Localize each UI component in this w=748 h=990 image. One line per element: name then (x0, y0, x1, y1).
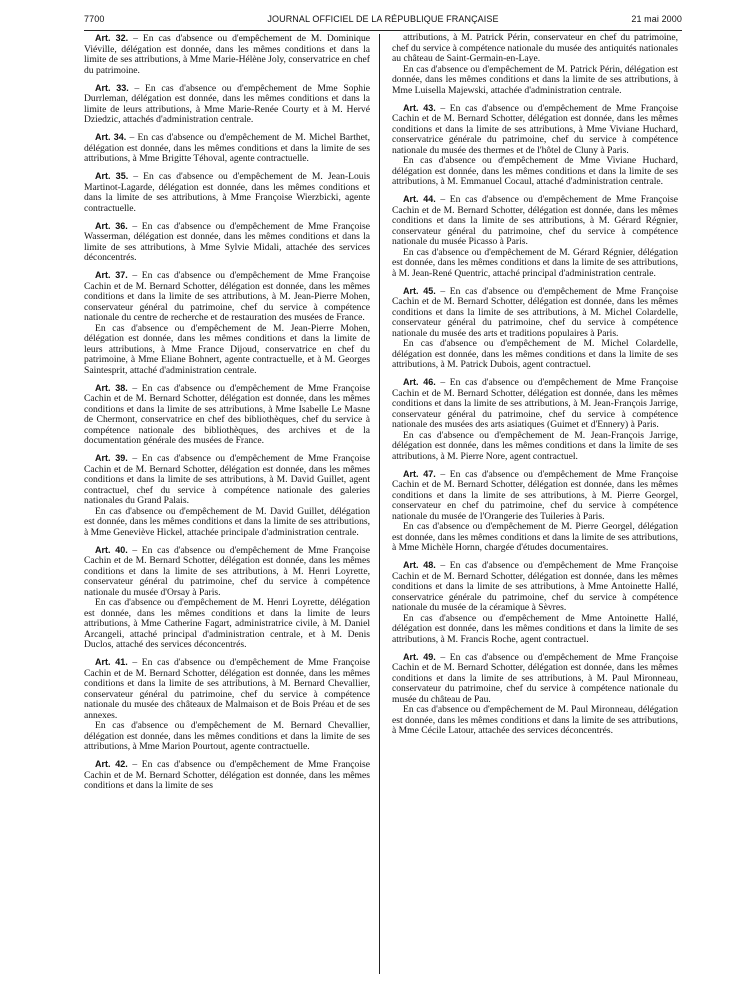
paragraph-text: En cas d'absence ou d'empêchement de M. Michel Colardelle, délégation est donnée, dans les mêmes conditions et dans la limite de ses attributions, à M. Patrick Dubois, agent contractuel. (392, 338, 678, 370)
article-number: Art. 41. (95, 657, 128, 667)
continuation-paragraph (392, 705, 678, 737)
article-paragraph (84, 33, 370, 76)
paragraph-text: En cas d'absence ou d'empêchement de M. Henri Loyrette, délégation est donnée, dans les mêmes conditions et dans la limite de leurs attributions, à Mme Catherine Fagart, administratrice civile, à M. Daniel Arcangeli, attaché principal d'administration centrale, et à M. Denis Duclos, attaché des services déconcentrés. (84, 597, 370, 650)
publication-date: 21 mai 2000 (631, 14, 682, 24)
continuation-paragraph (392, 65, 678, 97)
article-number: Art. 47. (403, 468, 436, 479)
paragraph-text: – En cas d'absence ou d'empêchement de Mme Françoise Cachin et de M. Bernard Schotter, délégation est donnée, dans les mêmes conditions et dans la limite de ses attributions, à M. Michel Colardelle, conservateur général du patrimoine, chef du service à compétence nationale du musée des arts et traditions populaires à Paris. (392, 285, 679, 339)
article-number: Art. 39. (95, 453, 128, 463)
page-header (84, 14, 682, 28)
continuation-paragraph (392, 339, 678, 371)
paragraph-text: – En cas d'absence ou d'empêchement de Mme Sophie Durrleman, délégation est donnée, dans les mêmes conditions et dans la limite de leurs attributions, à Mme Marie-Renée Courty et à M. Hervé Dziedzic, attachés d'administration centrale. (84, 82, 370, 125)
continuation-paragraph (84, 507, 370, 539)
continuation-paragraph (392, 614, 678, 646)
paragraph-text: – En cas d'absence ou d'empêchement de Mme Françoise Cachin et de M. Bernard Schotter, délégation est donnée, dans les mêmes conditions et dans la limite de ses (84, 759, 371, 791)
article-paragraph (84, 383, 370, 447)
article-number: Art. 48. (403, 560, 436, 570)
paragraph-text: En cas d'absence ou d'empêchement de M. Jean-Pierre Mohen, délégation est donnée, dans les mêmes conditions et dans la limite de leurs attributions, à Mme France Dijoud, conservatrice en chef du patrimoine, à Mme Eliane Bohnert, agente contractuelle, et à M. Georges Saintesprit, attaché d'administration centrale. (84, 322, 370, 376)
continuation-paragraph (392, 431, 678, 463)
continuation-paragraph (392, 248, 678, 280)
article-paragraph (392, 469, 678, 523)
paragraph-text: – En cas d'absence ou d'empêchement de Mme Françoise Cachin et de M. Bernard Schotter, délégation est donnée, dans les mêmes conditions et dans la limite de ses attributions, à M. Jean-François Jarrige, conservateur général du patrimoine, chef du service à compétence nationale des musées des arts asiatiques (Guimet et d'Ennery) à Paris. (392, 377, 679, 430)
article-paragraph (84, 132, 370, 165)
article-number: Art. 44. (403, 194, 436, 204)
paragraph-text: En cas d'absence ou d'empêchement de M. Patrick Périn, délégation est donnée, dans les mêmes conditions et dans la limite de ses attributions, à Mme Luisella Majewski, attachée d'administration centrale. (392, 63, 678, 96)
right-column (392, 33, 678, 737)
paragraph-text: En cas d'absence ou d'empêchement de M. Gérard Régnier, délégation est donnée, dans les mêmes conditions et dans la limite de ses attributions, à M. Jean-René Quentric, attaché principal d'administration centrale. (392, 246, 678, 279)
paragraph-text: – En cas d'absence ou d'empêchement de Mme Françoise Wasserman, délégation est donnée, dans les mêmes conditions et dans la limite de ses attributions, à Mme Sylvie Midali, attachée des services déconcentrés. (84, 220, 371, 263)
paragraph-text: – En cas d'absence ou d'empêchement de Mme Françoise Cachin et de M. Bernard Schotter, délégation est donnée, dans les mêmes conditions et dans la limite de ses attributions, à M. Henri Loyrette, conservateur général du patrimoine, chef du service à compétence nationale du musée d'Orsay à Paris. (84, 544, 371, 598)
paragraph-text: – En cas d'absence ou d'empêchement de Mme Françoise Cachin et de M. Bernard Schotter, délégation est donnée, dans les mêmes conditions et dans la limite de ses attributions, à Mme Viviane Huchard, conservatrice générale du patrimoine, chef du service à compétence nationale du musée des thermes et de l'hôtel de Cluny à Paris. (392, 102, 679, 156)
article-paragraph (84, 453, 370, 507)
left-column (84, 33, 370, 792)
paragraph-text: – En cas d'absence ou d'empêchement de Mme Françoise Cachin et de M. Bernard Schotter, délégation est donnée, dans les mêmes conditions et dans la limite de ses attributions, à M. David Guillet, agent contractuel, chef du service à compétence nationale des galeries nationales du Grand Palais. (84, 453, 371, 506)
continuation-paragraph (84, 324, 370, 377)
article-number: Art. 37. (95, 270, 128, 280)
article-paragraph (84, 657, 370, 721)
paragraph-text: – En cas d'absence ou d'empêchement de M. Jean-Louis Martinot-Lagarde, délégation est donnée, dans les mêmes conditions et dans la limite de ses attributions, à Mme Françoise Wierzbicki, agente contractuelle. (84, 171, 370, 214)
paragraph-text: – En cas d'absence ou d'empêchement de Mme Françoise Cachin et de M. Bernard Schotter, délégation est donnée, dans les mêmes conditions et dans la limite de ses attributions, à M. Bernard Chevallier, conservateur général du patrimoine, chef du service à compétence nationale du musée des châteaux de Malmaison et de Bois Préau et de ses annexes. (84, 657, 371, 721)
article-number: Art. 49. (403, 651, 436, 662)
article-number: Art. 42. (95, 759, 128, 769)
article-paragraph (84, 83, 370, 126)
paragraph-text: – En cas d'absence ou d'empêchement de Mme Françoise Cachin et de M. Bernard Schotter, délégation est donnée, dans les mêmes conditions et dans la limite de ses attributions, à Mme Antoinette Hallé, conservatrice générale du patrimoine, chef du service à compétence nationale du musée de la céramique à Sèvres. (392, 560, 679, 613)
article-number: Art. 36. (95, 220, 128, 231)
paragraph-text: En cas d'absence ou d'empêchement de Mme Viviane Huchard, délégation est donnée, dans les mêmes conditions et dans la limite de ses attributions, à M. Emmanuel Cocaul, attaché d'administration centrale. (392, 155, 678, 187)
header-rule (84, 30, 682, 31)
continuation-paragraph (392, 33, 678, 65)
continuation-paragraph (392, 522, 678, 554)
article-number: Art. 35. (95, 171, 129, 181)
paragraph-text: – En cas d'absence ou d'empêchement de Mme Françoise Cachin et de M. Bernard Schotter, délégation est donnée, dans les mêmes conditions et dans la limite de ses attributions, à M. Pierre Georgel, conservateur en chef du patrimoine, chef du service à compétence nationale du musée de l'Orangerie des Tuileries à Paris. (392, 468, 679, 522)
journal-title: JOURNAL OFFICIEL DE LA RÉPUBLIQUE FRANÇAISE (267, 14, 499, 24)
column-divider (379, 34, 380, 974)
article-paragraph (84, 545, 370, 599)
continuation-paragraph (84, 598, 370, 651)
article-paragraph (392, 286, 678, 340)
paragraph-text: En cas d'absence ou d'empêchement de M. Bernard Chevallier, délégation est donnée, dans les mêmes conditions et dans la limite de ses attributions, à Mme Marion Pourtout, agente contractuelle. (84, 720, 370, 752)
article-paragraph (84, 759, 370, 792)
article-paragraph (84, 270, 370, 324)
paragraph-text: – En cas d'absence ou d'empêchement de M. Michel Barthet, délégation est donnée, dans les mêmes conditions et dans la limite de ses attributions, à Mme Brigitte Téhoval, agente contractuelle. (84, 132, 370, 164)
paragraph-text: En cas d'absence ou d'empêchement de M. Jean-François Jarrige, délégation est donnée, dans les mêmes conditions et dans la limite de ses attributions, à M. Pierre Nore, agent contractuel. (392, 429, 678, 462)
article-paragraph (392, 103, 678, 157)
article-number: Art. 40. (95, 544, 128, 555)
article-paragraph (84, 171, 370, 214)
article-paragraph (392, 560, 678, 614)
article-number: Art. 43. (403, 102, 436, 113)
article-number: Art. 38. (95, 382, 128, 393)
article-number: Art. 45. (403, 285, 436, 296)
article-paragraph (392, 194, 678, 248)
paragraph-text: En cas d'absence ou d'empêchement de Mme Antoinette Hallé, délégation est donnée, dans les mêmes conditions et dans la limite de ses attributions, à M. Francis Roche, agent contractuel. (392, 612, 678, 645)
continuation-paragraph (392, 156, 678, 188)
article-number: Art. 46. (403, 377, 436, 387)
paragraph-text: – En cas d'absence ou d'empêchement de M. Dominique Viéville, délégation est donnée, dans les mêmes conditions et dans la limite de ses attributions, à Mme Marie-Hélène Joly, conservatrice en chef du patrimoine. (84, 33, 370, 76)
paragraph-text: – En cas d'absence ou d'empêchement de Mme Françoise Cachin et de M. Bernard Schotter, délégation est donnée, dans les mêmes conditions et dans la limite de ses attributions, à Mme Isabelle Le Masne de Chermont, conservatrice en chef des bibliothèques, chef du service à compétence nationale des bibliothèques, des archives et de la documentation générale des musées de France. (84, 382, 371, 446)
paragraph-text: – En cas d'absence ou d'empêchement de Mme Françoise Cachin et de M. Bernard Schotter, délégation est donnée, dans les mêmes conditions et dans la limite de ses attributions, à M. Gérard Régnier, conservateur général du patrimoine, chef du service à compétence nationale du musée Picasso à Paris. (392, 194, 679, 247)
article-paragraph (84, 221, 370, 264)
article-number: Art. 32. (95, 33, 129, 43)
article-paragraph (392, 377, 678, 431)
article-number: Art. 34. (95, 132, 127, 142)
page-number: 7700 (84, 14, 105, 24)
paragraph-text: – En cas d'absence ou d'empêchement de Mme Françoise Cachin et de M. Bernard Schotter, délégation est donnée, dans les mêmes conditions et dans la limite de ses attributions, à M. Paul Mironneau, conservateur du patrimoine, chef du service à compétence nationale du musée du château de Pau. (392, 651, 679, 705)
paragraph-text: En cas d'absence ou d'empêchement de M. Pierre Georgel, délégation est donnée, dans les mêmes conditions et dans la limite de ses attributions, à Mme Michèle Hornn, chargée d'études documentaires. (392, 521, 678, 553)
paragraph-text: En cas d'absence ou d'empêchement de M. David Guillet, délégation est donnée, dans les mêmes conditions et dans la limite de ses attributions, à Mme Geneviève Hickel, attachée principale d'administration centrale. (84, 505, 370, 538)
paragraph-text: En cas d'absence ou d'empêchement de M. Paul Mironneau, délégation est donnée, dans les mêmes conditions et dans la limite de ses attributions, à Mme Cécile Latour, attachée des services déconcentrés. (392, 704, 678, 736)
continuation-paragraph (84, 721, 370, 753)
article-paragraph (392, 652, 678, 706)
paragraph-text: – En cas d'absence ou d'empêchement de Mme Françoise Cachin et de M. Bernard Schotter, délégation est donnée, dans les mêmes conditions et dans la limite de ses attributions, à M. Jean-Pierre Mohen, conservateur général du patrimoine, chef du service à compétence nationale du centre de recherche et de restauration des musées de France. (84, 270, 371, 323)
article-number: Art. 33. (95, 82, 129, 93)
paragraph-text: attributions, à M. Patrick Périn, conservateur en chef du patrimoine, chef du service à compétence nationale du musée des antiquités nationales au château de Saint-Germain-en-Laye. (392, 32, 678, 64)
